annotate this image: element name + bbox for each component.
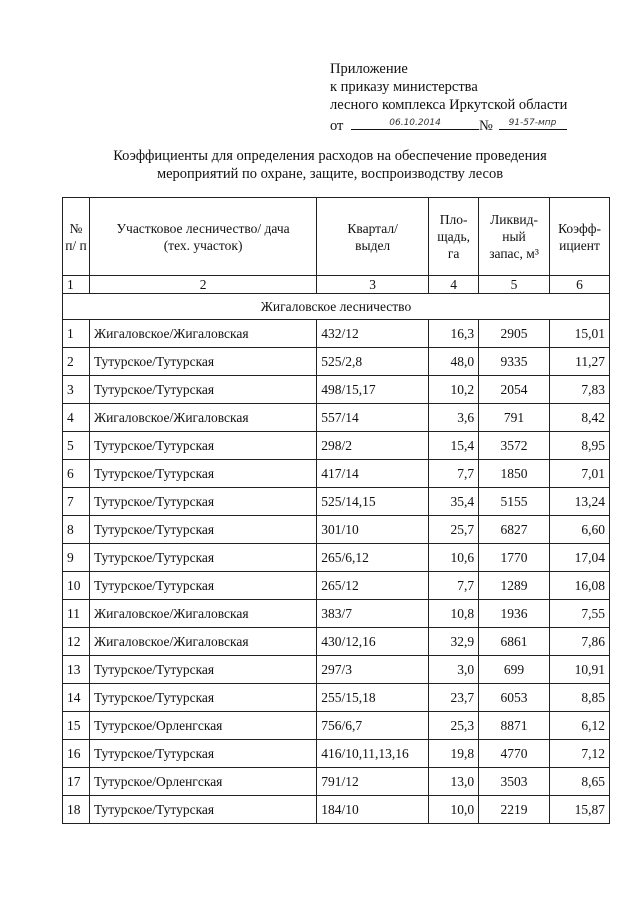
forestry-name: Тутурское/Тутурская [89, 572, 316, 600]
row-number: 12 [63, 628, 90, 656]
coefficient: 8,95 [550, 432, 610, 460]
coefficient: 15,87 [550, 796, 610, 824]
liquid-stock: 8871 [479, 712, 550, 740]
quarter-plot: 417/14 [317, 460, 429, 488]
section-title: Жигаловское лесничество [63, 294, 610, 320]
area: 3,6 [429, 404, 479, 432]
forestry-name: Тутурское/Тутурская [89, 544, 316, 572]
area: 48,0 [429, 348, 479, 376]
title-line-2: мероприятий по охране, защите, воспроизводству лесов [156, 166, 504, 182]
section-row [63, 294, 610, 320]
quarter-plot: 265/6,12 [317, 544, 429, 572]
header-quarter: Квартал/ выдел [317, 198, 429, 276]
row-number: 11 [63, 600, 90, 628]
column-number: 2 [89, 276, 316, 294]
row-number: 2 [63, 348, 90, 376]
coefficient: 7,55 [550, 600, 610, 628]
table-row [63, 684, 610, 712]
quarter-plot: 432/12 [317, 320, 429, 348]
quarter-plot: 298/2 [317, 432, 429, 460]
forestry-name: Жигаловское/Жигаловская [89, 404, 316, 432]
row-number: 18 [63, 796, 90, 824]
liquid-stock: 9335 [479, 348, 550, 376]
forestry-name: Тутурское/Орленгская [89, 712, 316, 740]
header-stock: Ликвид-ный запас, м³ [479, 198, 550, 276]
forestry-name: Тутурское/Тутурская [89, 516, 316, 544]
liquid-stock: 6827 [479, 516, 550, 544]
coefficient: 7,86 [550, 628, 610, 656]
column-number: 3 [317, 276, 429, 294]
header-coefficient: Коэфф-ициент [550, 198, 610, 276]
table-body [63, 320, 610, 824]
row-number: 9 [63, 544, 90, 572]
forestry-name: Жигаловское/Жигаловская [89, 600, 316, 628]
quarter-plot: 297/3 [317, 656, 429, 684]
row-number: 5 [63, 432, 90, 460]
area: 10,8 [429, 600, 479, 628]
coefficient: 7,12 [550, 740, 610, 768]
area: 16,3 [429, 320, 479, 348]
appendix-title: Приложение [330, 61, 408, 77]
quarter-plot: 301/10 [317, 516, 429, 544]
forestry-name: Тутурское/Тутурская [89, 684, 316, 712]
area: 19,8 [429, 740, 479, 768]
area: 15,4 [429, 432, 479, 460]
table-header-row [63, 198, 610, 276]
row-number: 13 [63, 656, 90, 684]
coefficient: 6,12 [550, 712, 610, 740]
table-row [63, 768, 610, 796]
liquid-stock: 791 [479, 404, 550, 432]
liquid-stock: 2054 [479, 376, 550, 404]
area: 10,0 [429, 796, 479, 824]
liquid-stock: 3572 [479, 432, 550, 460]
liquid-stock: 5155 [479, 488, 550, 516]
liquid-stock: 4770 [479, 740, 550, 768]
area: 25,3 [429, 712, 479, 740]
row-number: 8 [63, 516, 90, 544]
forestry-name: Тутурское/Орленгская [89, 768, 316, 796]
area: 25,7 [429, 516, 479, 544]
liquid-stock: 3503 [479, 768, 550, 796]
quarter-plot: 525/14,15 [317, 488, 429, 516]
number-field [499, 114, 567, 130]
table-row [63, 600, 610, 628]
header-forestry: Участковое лесничество/ дача (тех. участок) [89, 198, 316, 276]
area: 3,0 [429, 656, 479, 684]
column-number: 6 [550, 276, 610, 294]
quarter-plot: 430/12,16 [317, 628, 429, 656]
title-line-1: Коэффициенты для определения расходов на обеспечение проведения [113, 148, 547, 164]
coefficient: 15,01 [550, 320, 610, 348]
area: 35,4 [429, 488, 479, 516]
table-row [63, 712, 610, 740]
forestry-name: Тутурское/Тутурская [89, 432, 316, 460]
table-row [63, 460, 610, 488]
forestry-name: Тутурское/Тутурская [89, 376, 316, 404]
coefficient: 7,01 [550, 460, 610, 488]
column-number: 5 [479, 276, 550, 294]
appendix-date-number-line [330, 114, 567, 135]
table-row [63, 628, 610, 656]
liquid-stock: 6861 [479, 628, 550, 656]
area: 10,6 [429, 544, 479, 572]
forestry-name: Тутурское/Тутурская [89, 796, 316, 824]
header-number: № п/ п [63, 198, 90, 276]
row-number: 16 [63, 740, 90, 768]
quarter-plot: 498/15,17 [317, 376, 429, 404]
quarter-plot: 525/2,8 [317, 348, 429, 376]
coefficients-table [62, 197, 610, 824]
liquid-stock: 2219 [479, 796, 550, 824]
coefficient: 16,08 [550, 572, 610, 600]
appendix-order-ref: к приказу министерства [330, 79, 478, 95]
table-row [63, 376, 610, 404]
column-number: 4 [429, 276, 479, 294]
table-row [63, 516, 610, 544]
forestry-name: Тутурское/Тутурская [89, 348, 316, 376]
row-number: 4 [63, 404, 90, 432]
number-handwritten: 91-57-мпр [508, 118, 557, 128]
row-number: 17 [63, 768, 90, 796]
coefficient: 11,27 [550, 348, 610, 376]
area: 23,7 [429, 684, 479, 712]
column-number-row [63, 276, 610, 294]
coefficient: 8,85 [550, 684, 610, 712]
quarter-plot: 791/12 [317, 768, 429, 796]
table-row [63, 320, 610, 348]
row-number: 15 [63, 712, 90, 740]
row-number: 6 [63, 460, 90, 488]
table-row [63, 488, 610, 516]
coefficient: 17,04 [550, 544, 610, 572]
forestry-name: Тутурское/Тутурская [89, 740, 316, 768]
table-row [63, 432, 610, 460]
forestry-name: Тутурское/Тутурская [89, 488, 316, 516]
forestry-name: Жигаловское/Жигаловская [89, 320, 316, 348]
area: 13,0 [429, 768, 479, 796]
date-field [351, 114, 479, 130]
column-number: 1 [63, 276, 90, 294]
number-label: № [479, 118, 493, 134]
row-number: 7 [63, 488, 90, 516]
coefficient: 8,65 [550, 768, 610, 796]
table-row [63, 348, 610, 376]
liquid-stock: 2905 [479, 320, 550, 348]
table-row [63, 572, 610, 600]
coefficient: 7,83 [550, 376, 610, 404]
date-handwritten: 06.10.2014 [389, 118, 441, 128]
area: 7,7 [429, 572, 479, 600]
row-number: 14 [63, 684, 90, 712]
forestry-name: Тутурское/Тутурская [89, 656, 316, 684]
area: 10,2 [429, 376, 479, 404]
liquid-stock: 699 [479, 656, 550, 684]
liquid-stock: 1850 [479, 460, 550, 488]
quarter-plot: 416/10,11,13,16 [317, 740, 429, 768]
appendix-block [330, 60, 567, 135]
table-row [63, 656, 610, 684]
table-row [63, 796, 610, 824]
liquid-stock: 6053 [479, 684, 550, 712]
coefficient: 8,42 [550, 404, 610, 432]
coefficient: 6,60 [550, 516, 610, 544]
quarter-plot: 756/6,7 [317, 712, 429, 740]
area: 32,9 [429, 628, 479, 656]
appendix-ministry: лесного комплекса Иркутской области [330, 97, 568, 113]
table-row [63, 740, 610, 768]
coefficient: 13,24 [550, 488, 610, 516]
liquid-stock: 1770 [479, 544, 550, 572]
forestry-name: Жигаловское/Жигаловская [89, 628, 316, 656]
area: 7,7 [429, 460, 479, 488]
header-area: Пло-щадь, га [429, 198, 479, 276]
liquid-stock: 1289 [479, 572, 550, 600]
forestry-name: Тутурское/Тутурская [89, 460, 316, 488]
quarter-plot: 265/12 [317, 572, 429, 600]
table-row [63, 404, 610, 432]
document-title [60, 147, 600, 183]
from-label: от [330, 118, 344, 134]
row-number: 1 [63, 320, 90, 348]
row-number: 3 [63, 376, 90, 404]
quarter-plot: 383/7 [317, 600, 429, 628]
quarter-plot: 255/15,18 [317, 684, 429, 712]
coefficient: 10,91 [550, 656, 610, 684]
row-number: 10 [63, 572, 90, 600]
quarter-plot: 557/14 [317, 404, 429, 432]
table-row [63, 544, 610, 572]
liquid-stock: 1936 [479, 600, 550, 628]
quarter-plot: 184/10 [317, 796, 429, 824]
